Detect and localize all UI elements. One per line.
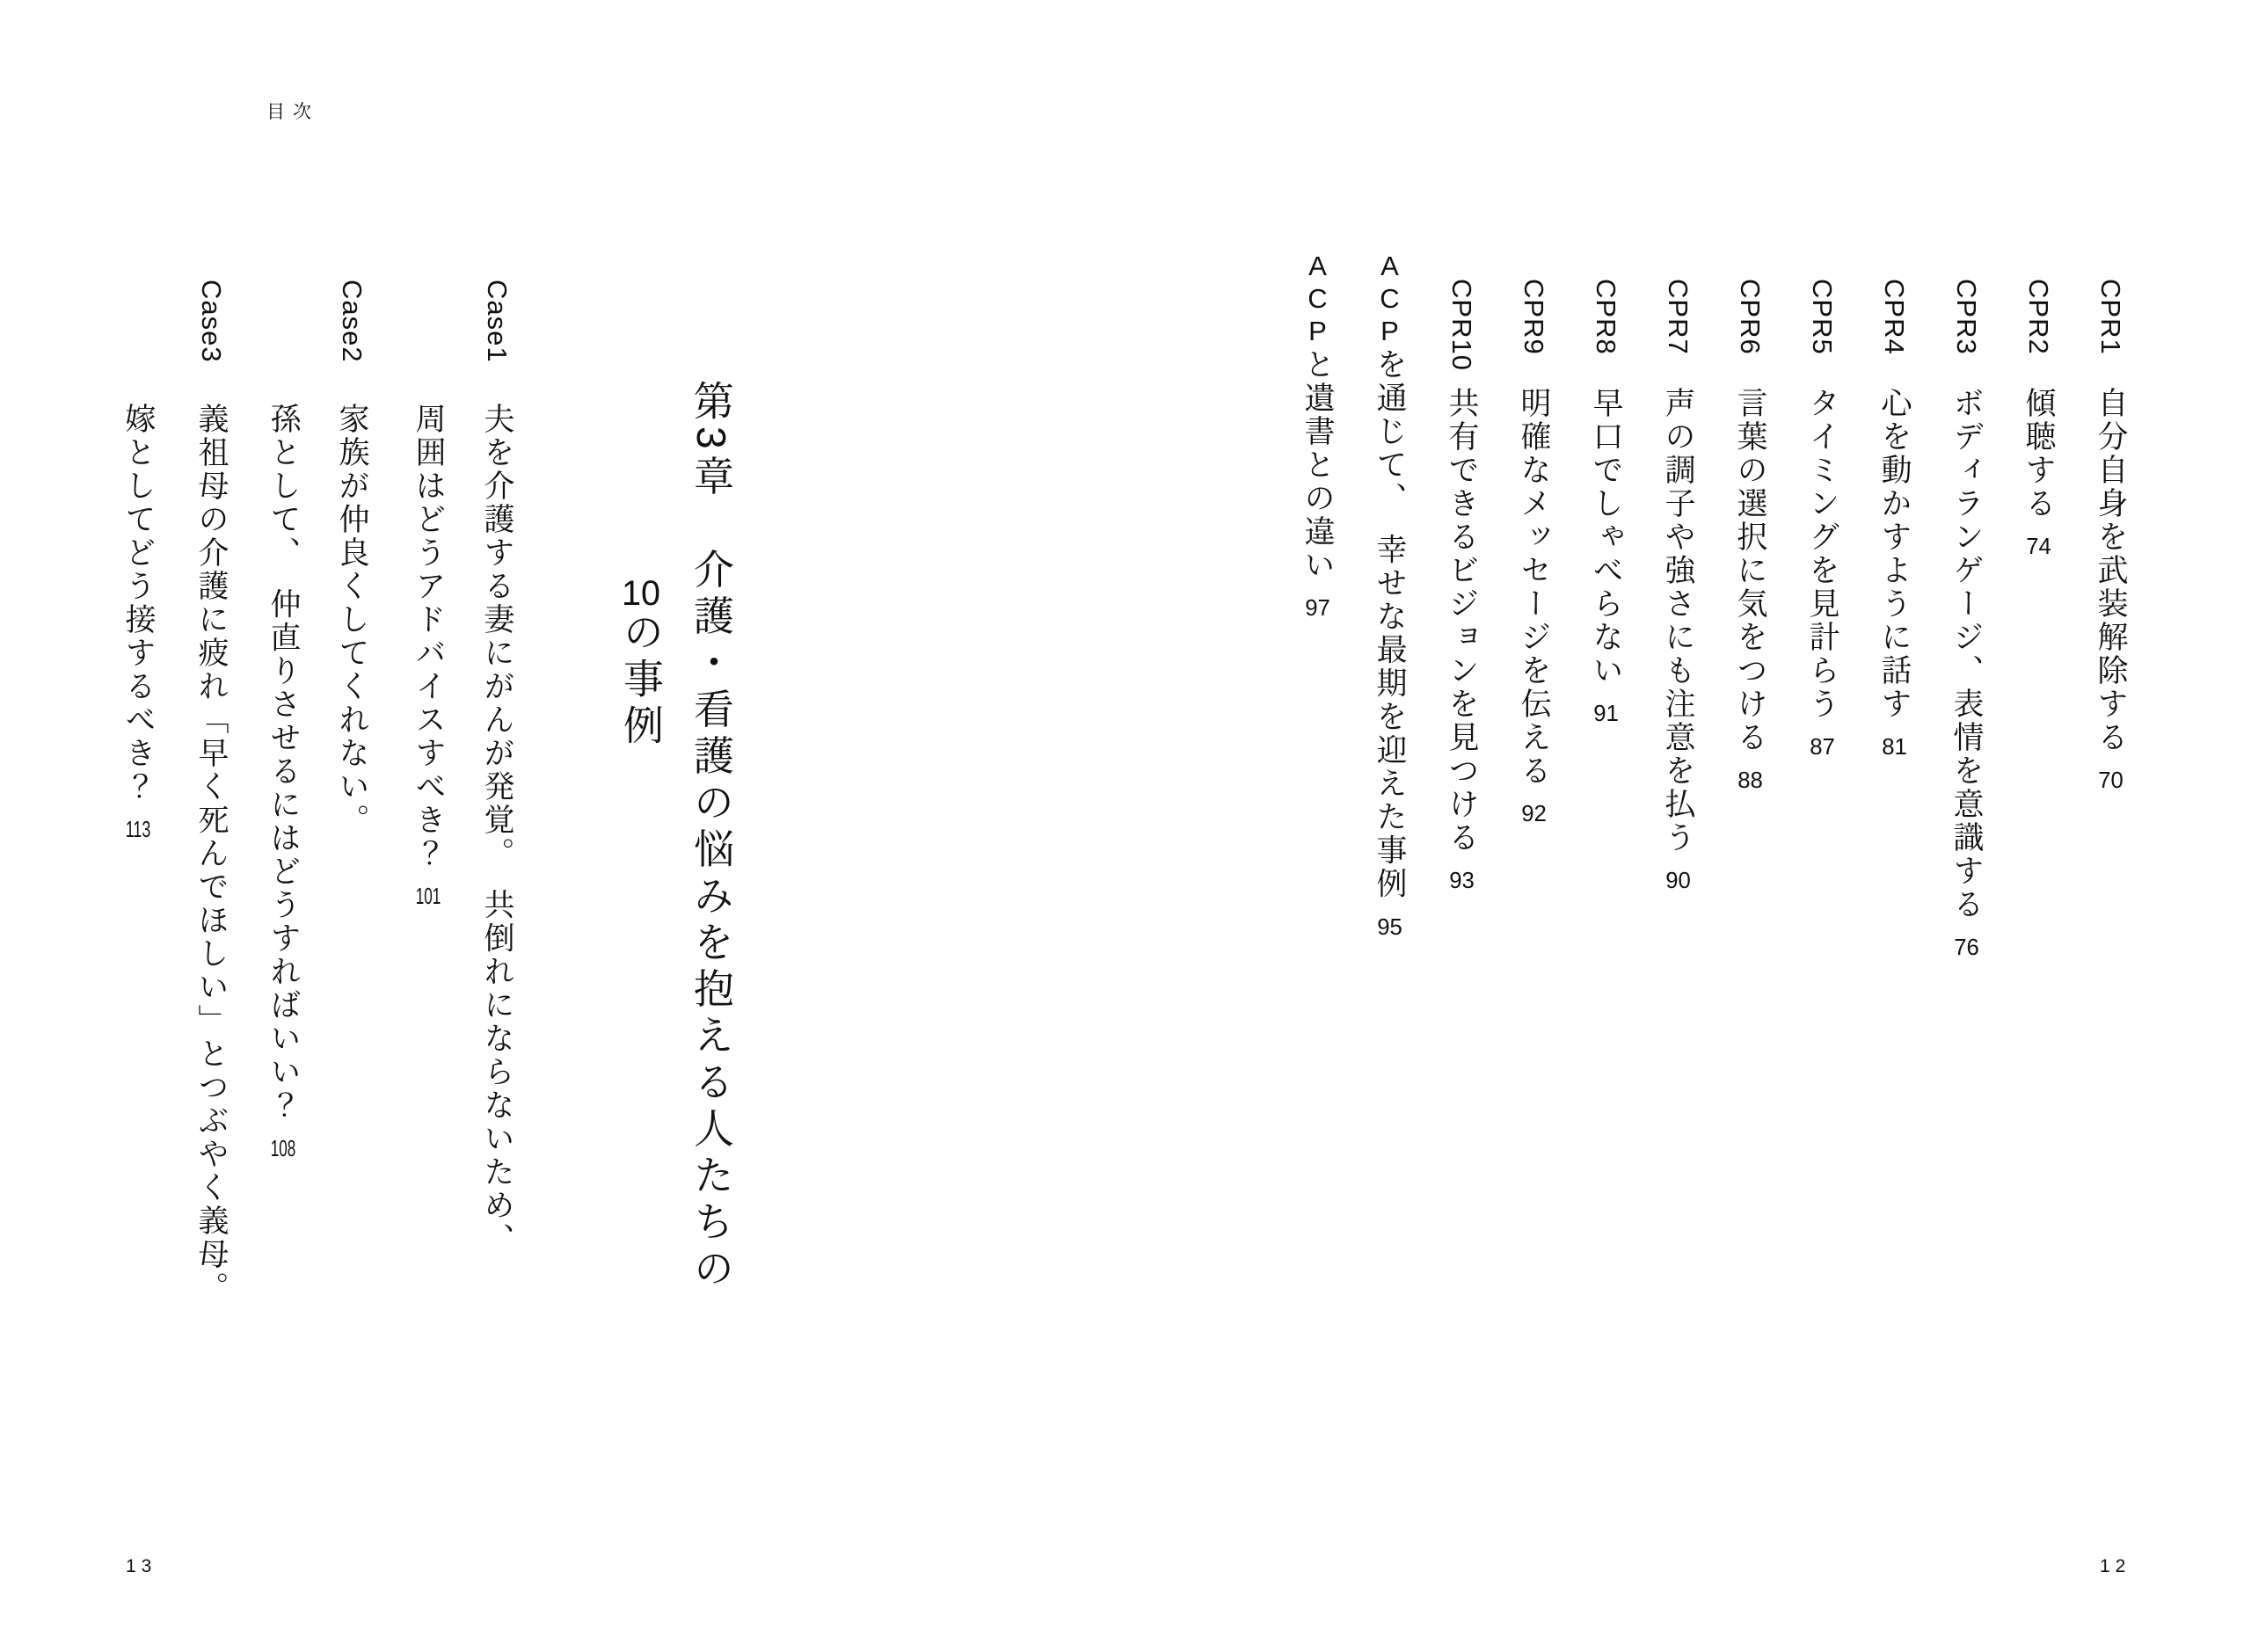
chapter-count-number: 10 (622, 576, 660, 611)
toc-entry-cpr4 (1877, 279, 1911, 758)
toc-entry-cpr5 (1805, 279, 1839, 758)
cpr2-title: 傾聴する (2022, 387, 2056, 520)
toc-entry-cpr6 (1733, 279, 1767, 791)
toc-entry-acp2 (1300, 251, 1334, 619)
case3-label: Case3 (196, 280, 227, 363)
cpr8-page-number: 91 (1593, 702, 1619, 724)
cpr4-title: 心を動かすように話す (1877, 387, 1912, 721)
cpr1-label: CPR1 (2095, 279, 2126, 355)
toc-entry-cpr1 (2094, 279, 2127, 791)
case1-line2 (412, 403, 445, 907)
cpr2-page-number: 74 (2026, 535, 2051, 557)
case1-line2-text: 周囲はどうアドバイスすべき？ (412, 403, 446, 870)
cpr6-page-number: 88 (1737, 768, 1763, 791)
case2-line1-text: 家族が仲良くしてくれない。 (335, 403, 369, 837)
cpr4-page-number: 81 (1882, 735, 1907, 758)
right-page (1126, 0, 2251, 1652)
cpr1-title: 自分自身を武装解除する (2094, 387, 2128, 754)
case3-line1-text: 義祖母の介護に疲れ「早く死んでほしい」とつぶやく義母。 (194, 403, 229, 1305)
case1-line1-text: 夫を介護する妻にがんが発覚。 共倒れにならないため、 (480, 403, 514, 1256)
cpr6-label: CPR6 (1735, 279, 1766, 355)
cpr9-page-number: 92 (1521, 802, 1547, 825)
cpr10-page-number: 93 (1449, 869, 1475, 891)
right-folio: 12 (2100, 1556, 2131, 1576)
acp2-prefix: ACP (1302, 251, 1333, 348)
cpr1-page-number: 70 (2098, 768, 2124, 791)
cpr4-label: CPR4 (1879, 279, 1910, 355)
cpr5-title: タイミングを見計らう (1805, 387, 1839, 721)
left-folio: 13 (126, 1556, 157, 1576)
case3-line1 (194, 280, 228, 1305)
case3-page-number: 113 (125, 818, 151, 841)
acp1-text: を通じて、 幸せな最期を迎えた事例 (1373, 348, 1407, 901)
cpr7-label: CPR7 (1663, 279, 1694, 355)
cpr7-page-number: 90 (1665, 869, 1691, 891)
chapter-heading-line2 (616, 576, 666, 751)
cpr3-page-number: 76 (1954, 935, 1979, 958)
cpr8-label: CPR8 (1591, 279, 1621, 355)
case3-line2-text: 嫁としてどう接するべき？ (121, 403, 156, 804)
case1-page-number: 101 (415, 884, 441, 907)
acp1-prefix: ACP (1374, 251, 1405, 348)
chapter-count-text: の事例 (618, 611, 664, 751)
acp2-page-number: 97 (1305, 596, 1330, 619)
toc-header: 目次 (266, 102, 319, 122)
cpr6-title: 言葉の選択に気をつける (1733, 387, 1767, 754)
cpr5-page-number: 87 (1810, 735, 1835, 758)
cpr10-title: 共有できるビジョンを見つける (1445, 387, 1479, 855)
toc-entry-cpr2 (2022, 279, 2055, 557)
cpr10-label: CPR10 (1446, 279, 1477, 371)
toc-entry-cpr7 (1661, 279, 1694, 891)
case2-label: Case2 (337, 280, 368, 363)
case3-line2 (121, 403, 155, 841)
toc-entry-acp1 (1373, 251, 1406, 938)
cpr5-label: CPR5 (1807, 279, 1838, 355)
cpr8-title: 早口でしゃべらない (1589, 387, 1623, 688)
case1-line1 (480, 280, 514, 1256)
case2-line2-text: 孫として、 仲直りさせるにはどうすればいい？ (266, 403, 301, 1123)
case2-line1 (335, 280, 368, 837)
toc-entry-cpr3 (1949, 279, 1983, 958)
cpr3-label: CPR3 (1951, 279, 1982, 355)
case2-page-number: 108 (270, 1136, 296, 1160)
toc-entry-cpr9 (1517, 279, 1550, 825)
cpr3-title: ボディランゲージ、表情を意識する (1949, 387, 1984, 921)
case1-label: Case1 (482, 280, 513, 363)
acp2-text: と遺書との違い (1300, 348, 1335, 582)
toc-entry-cpr8 (1589, 279, 1622, 724)
case2-line2 (266, 403, 300, 1160)
cpr9-label: CPR9 (1519, 279, 1549, 355)
cpr9-title: 明確なメッセージを伝える (1517, 387, 1551, 788)
cpr7-title: 声の調子や強さにも注意を払う (1661, 387, 1695, 855)
cpr2-label: CPR2 (2023, 279, 2054, 355)
toc-entry-cpr10 (1445, 279, 1478, 891)
acp1-page-number: 95 (1377, 914, 1402, 938)
chapter-heading-line1: 第3章 介護・看護の悩みを抱える人たちの (688, 380, 734, 1294)
